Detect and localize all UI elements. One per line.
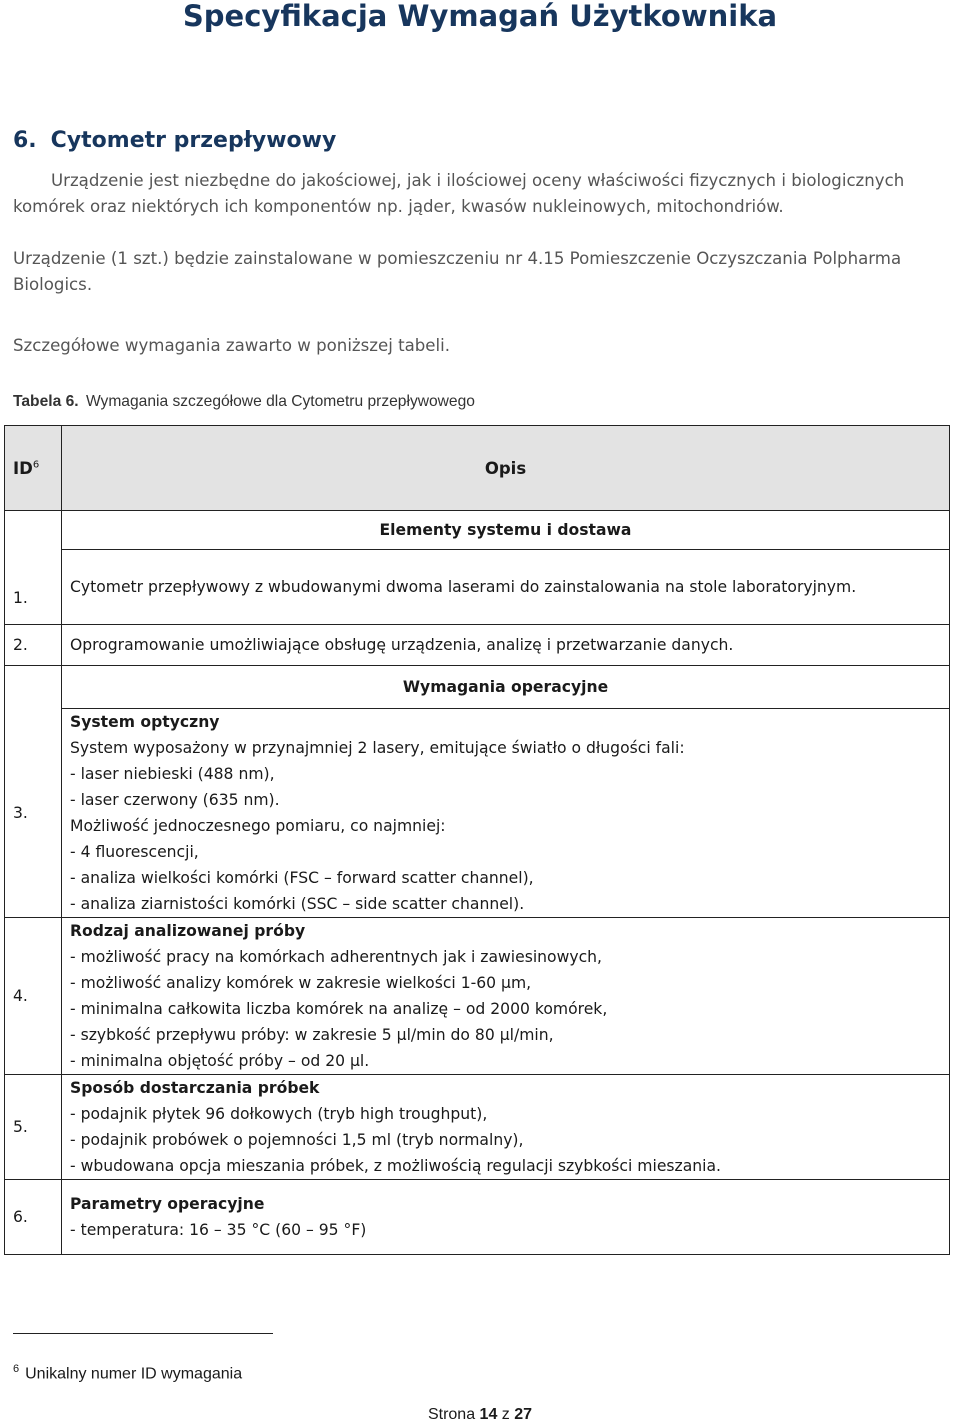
- row-description: Parametry operacyjne - temperatura: 16 – 35 °C (60 – 95 °F): [62, 1180, 950, 1255]
- reference-paragraph: Szczegółowe wymagania zawarto w poniższej tabeli.: [13, 336, 450, 355]
- section-number: 6.: [13, 128, 37, 153]
- table-caption: [13, 393, 475, 411]
- row-id: 2.: [5, 625, 62, 666]
- group-title: Elementy systemu i dostawa: [62, 511, 950, 550]
- footnote-number: 6: [13, 1363, 20, 1375]
- table-row: [5, 1180, 950, 1255]
- row-heading: Sposób dostarczania próbek: [70, 1079, 320, 1097]
- footnote-text: Unikalny numer ID wymagania: [25, 1365, 243, 1383]
- id-column-header: $ID^6$: [5, 426, 62, 511]
- table-row: [5, 625, 950, 666]
- row-description: Rodzaj analizowanej próby - możliwość pracy na komórkach adherentnych jak i zawiesinowych, - możliwość analizy komórek w zakresie wielkości 1-60 µm, - minimalna całkowita liczba komórek na analizę – od 2000 komórek, - szybkość przepływu próby: w zakresie 5 µl/min do 80 µl/min, - minimalna objętość próby – od 20 µl.: [62, 918, 950, 1075]
- row-id: 1.: [5, 511, 62, 625]
- group-row: [5, 511, 950, 550]
- table-row: [5, 709, 950, 918]
- row-id: 5.: [5, 1075, 62, 1180]
- table-caption-text: Wymagania szczegółowe dla Cytometru przepływowego: [85, 393, 475, 410]
- intro-paragraph: Urządzenie jest niezbędne do jakościowej, jak i ilościowej oceny właściwości fizycznych i biologicznych komórek oraz niektórych ich komponentów np. jąder, kwasów nukleinowych, mitochondriów.: [13, 171, 905, 216]
- table-row: [5, 918, 950, 1075]
- page-number: Strona 14 z 27: [427, 1406, 533, 1423]
- row-description: Cytometr przepływowy z wbudowanymi dwoma laserami do zainstalowania na stole laboratoryjnym.: [62, 550, 950, 625]
- location-paragraph: Urządzenie (1 szt.) będzie zainstalowane w pomieszczeniu nr 4.15 Pomieszczenie Oczyszczania Polpharma Biologics.: [13, 249, 902, 294]
- table-row: [5, 550, 950, 625]
- table-caption-label: Tabela 6.: [13, 393, 79, 410]
- document-title: Specyfikacja Wymagań Użytkownika: [182, 0, 778, 33]
- row-id: 3.: [5, 709, 62, 918]
- row-heading: Parametry operacyjne: [70, 1195, 265, 1213]
- footnote-divider: [13, 1333, 273, 1334]
- row-id: 6.: [5, 1180, 62, 1255]
- group-title: Wymagania operacyjne: [62, 666, 950, 709]
- row-description: System optyczny System wyposażony w przynajmniej 2 lasery, emitujące światło o długości fali: - laser niebieski (488 nm), - laser czerwony (635 nm). Możliwość jednoczesnego pomiaru, co najmniej: - 4 fluorescencji, - analiza wielkości komórki (FSC – forward scatter channel), - analiza ziarnistości komórki (SSC – side scatter channel).: [62, 709, 950, 918]
- group-row: [5, 666, 950, 709]
- row-description: Sposób dostarczania próbek - podajnik płytek 96 dołkowych (tryb high troughput), - podajnik probówek o pojemności 1,5 ml (tryb normalny), - wbudowana opcja mieszania próbek, z możliwością regulacji szybkości mieszania.: [62, 1075, 950, 1180]
- page-current: 14: [479, 1406, 498, 1423]
- row-heading: System optyczny: [70, 713, 220, 731]
- footnote: [13, 1363, 242, 1383]
- table-header-row: [5, 426, 950, 511]
- section-title: Cytometr przepływowy: [50, 128, 337, 153]
- requirements-table: [4, 425, 950, 1255]
- row-id: 4.: [5, 918, 62, 1075]
- section-heading: [13, 128, 336, 153]
- description-column-header: Opis: [62, 426, 950, 511]
- row-description: Oprogramowanie umożliwiające obsługę urządzenia, analizę i przetwarzanie danych.: [62, 625, 950, 666]
- footnote-ref: 6: [32, 459, 40, 470]
- table-row: [5, 1075, 950, 1180]
- row-heading: Rodzaj analizowanej próby: [70, 922, 306, 940]
- page-total: 27: [514, 1406, 533, 1423]
